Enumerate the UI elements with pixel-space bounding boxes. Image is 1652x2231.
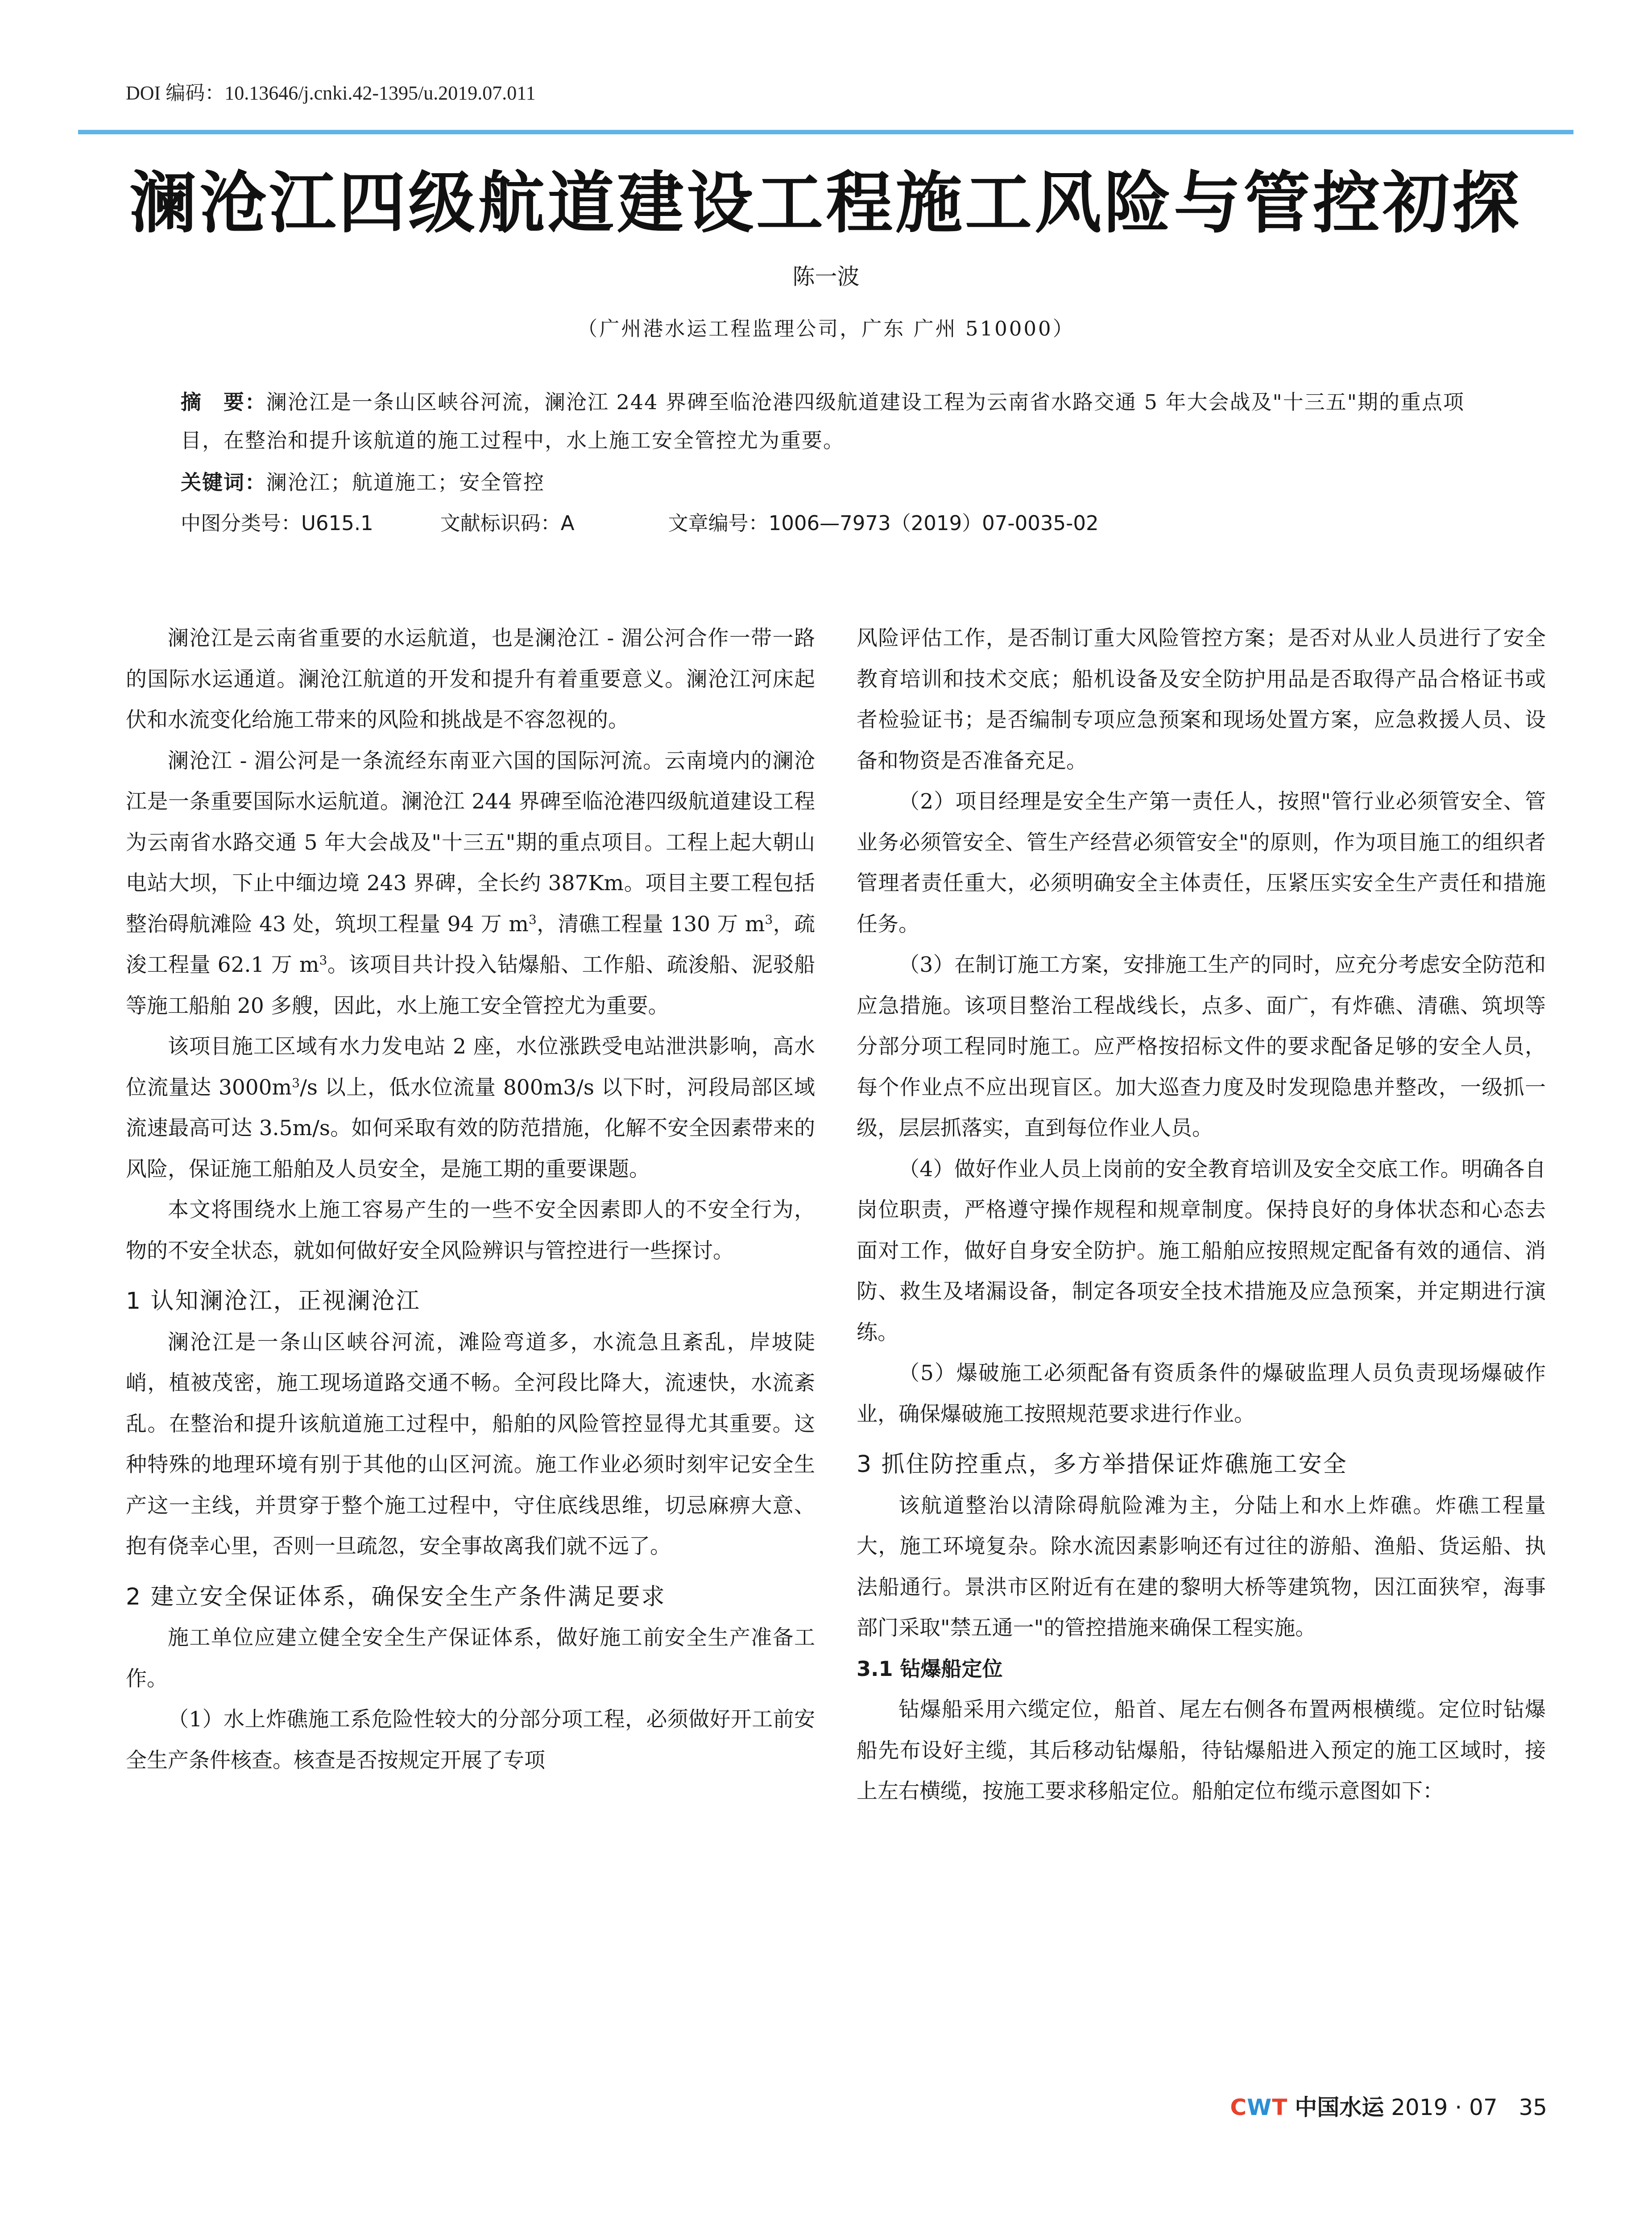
keywords-label: 关键词： [181,470,266,494]
page-number: 35 [1519,2094,1547,2120]
paragraph: 本文将围绕水上施工容易产生的一些不安全因素即人的不安全行为，物的不安全状态，就如何做好安全风险辨识与管控进行一些探讨。 [126,1198,815,1263]
abstract-text: 澜沧江是一条山区峡谷河流，澜沧江 244 界碑至临沧港四级航道建设工程为云南省水路交通 5 年大会战及"十三五"期的重点项目，在整治和提升该航道的施工过程中，水上施工安全管控尤为重要。 [181,390,1465,452]
clc-number: 中图分类号：U615.1 [181,511,373,535]
abstract-label: 摘 要： [181,390,266,414]
paragraph-continued [857,618,1546,781]
paragraph: （4）做好作业人员上岗前的安全教育培训及安全交底工作。明确各自岗位职责，严格遵守操作规程和规章制度。保持良好的身体状态和心态去面对工作，做好自身安全防护。施工船舶应按照规定配备有效的通信、消防、救生及堵漏设备，制定各项安全技术措施及应急预案，并定期进行演练。 [857,1157,1546,1345]
paragraph: 澜沧江是一条山区峡谷河流，滩险弯道多，水流急且紊乱，岸坡陡峭，植被茂密，施工现场道路交通不畅。全河段比降大，流速快，水流紊乱。在整治和提升该航道施工过程中，船舶的风险管控显得尤其重要。这种特殊的地理环境有别于其他的山区河流。施工作业必须时刻牢记安全生产这一主线，并贯穿于整个施工过程中，守住底线思维，切忌麻痹大意、抱有侥幸心里，否则一旦疏忽，安全事故离我们就不远了。 [126,1330,815,1559]
paragraph: 澜沧江是云南省重要的水运航道，也是澜沧江 - 湄公河合作一带一路的国际水运通道。澜沧江航道的开发和提升有着重要意义。澜沧江河床起伏和水流变化给施工带来的风险和挑战是不容忽视的。 [126,626,815,732]
abstract [181,383,1497,460]
magazine-name: 中国水运 [1295,2094,1384,2120]
article-title: 澜沧江四级航道建设工程施工风险与管控初探 [129,164,1522,242]
paragraph: 施工单位应建立健全安全生产保证体系，做好施工前安全生产准备工作。 [126,1626,815,1691]
header-rule [78,130,1573,134]
paragraph: （5）爆破施工必须配备有资质条件的爆破监理人员负责现场爆破作业，确保爆破施工按照规范要求进行作业。 [857,1361,1546,1427]
continued-text: 风险评估工作，是否制订重大风险管控方案；是否对从业人员进行了安全教育培训和技术交底；船机设备及安全防护用品是否取得产品合格证书或者检验证书；是否编制专项应急预案和现场处置方案，应急救援人员、设备和物资是否准备充足。 [857,626,1546,773]
cwt-logo: CWT [1230,2094,1288,2120]
paragraph: 钻爆船采用六缆定位，船首、尾左右侧各布置两根横缆。定位时钻爆船先布设好主缆，其后移动钻爆船，待钻爆船进入预定的施工区域时，接上左右横缆，按施工要求移船定位。船舶定位布缆示意图如下： [857,1697,1546,1804]
article-number: 文章编号：1006—7973（2019）07-0035-02 [668,511,1099,535]
page-footer [1230,2090,1547,2122]
article-author: 陈一波 [792,264,860,290]
paragraph: （2）项目经理是安全生产第一责任人，按照"管行业必须管安全、管业务必须管安全、管生产经营必须管安全"的原则，作为项目施工的组织者管理者责任重大，必须明确安全主体责任，压紧压实安全生产责任和措施任务。 [857,789,1546,937]
document-code: 文献标识码：A [440,511,575,535]
keywords-text: 澜沧江；航道施工；安全管控 [266,470,545,494]
paragraph: （3）在制订施工方案，安排施工生产的同时，应充分考虑安全防范和应急措施。该项目整治工程战线长，点多、面广，有炸礁、清礁、筑坝等分部分项工程同时施工。应严格按招标文件的要求配备足够的安全人员，每个作业点不应出现盲区。加大巡查力度及时发现隐患并整改，一级抓一级，层层抓落实，直到每位作业人员。 [857,953,1546,1140]
left-column [126,618,815,1781]
paragraph: （1）水上炸礁施工系危险性较大的分部分项工程，必须做好开工前安全生产条件核查。核查是否按规定开展了专项 [126,1707,815,1773]
keywords [181,463,1497,502]
section-heading-2: 2 建立安全保证体系，确保安全生产条件满足要求 [126,1583,666,1610]
right-column [857,618,1546,1812]
paragraph: 澜沧江 - 湄公河是一条流经东南亚六国的国际河流。云南境内的澜沧江是一条重要国际水运航道。澜沧江 244 界碑至临沧港四级航道建设工程为云南省水路交通 5 年大会战及"十三五"期的重点项目。工程上起大朝山电站大坝，下止中缅边境 243 界碑，全长约 387Km。项目主要工程包括整治碍航滩险 43 处，筑坝工程量 94 万 $m^3$，清礁工程量 130 万 $m^3$，疏浚工程量 62.1 万 $m^3$。该项目共计投入钻爆船、工作船、疏浚船、泥驳船等施工船舶 20 多艘，因此，水上施工安全管控尤为重要。 [126,748,815,1018]
author-affiliation: （广州港水运工程监理公司，广东 广州 510000） [577,317,1075,340]
section-heading-3: 3 抓住防控重点，多方举措保证炸礁施工安全 [857,1451,1348,1478]
section-heading-1: 1 认知澜沧江，正视澜沧江 [126,1288,421,1315]
classification-line [181,504,1497,543]
subsection-heading-3-1: 3.1 钻爆船定位 [857,1656,1003,1681]
paragraph: 该项目施工区域有水力发电站 2 座，水位涨跌受电站泄洪影响，高水位流量达 $3000m^3/s$ 以上，低水位流量 800m3/s 以下时，河段局部区域流速最高可达 3.5m/s。如何采取有效的防范措施，化解不安全因素带来的风险，保证施工船舶及人员安全，是施工期的重要课题。 [126,1034,815,1182]
doi-line: DOI 编码：10.13646/j.cnki.42-1395/u.2019.07.011 [126,82,536,104]
paragraph: 该航道整治以清除碍航险滩为主，分陆上和水上炸礁。炸礁工程量大，施工环境复杂。除水流因素影响还有过往的游船、渔船、货运船、执法船通行。景洪市区附近有在建的黎明大桥等建筑物，因江面狭窄，海事部门采取"禁五通一"的管控措施来确保工程实施。 [857,1493,1546,1640]
issue-number: 2019 · 07 [1391,2094,1498,2120]
